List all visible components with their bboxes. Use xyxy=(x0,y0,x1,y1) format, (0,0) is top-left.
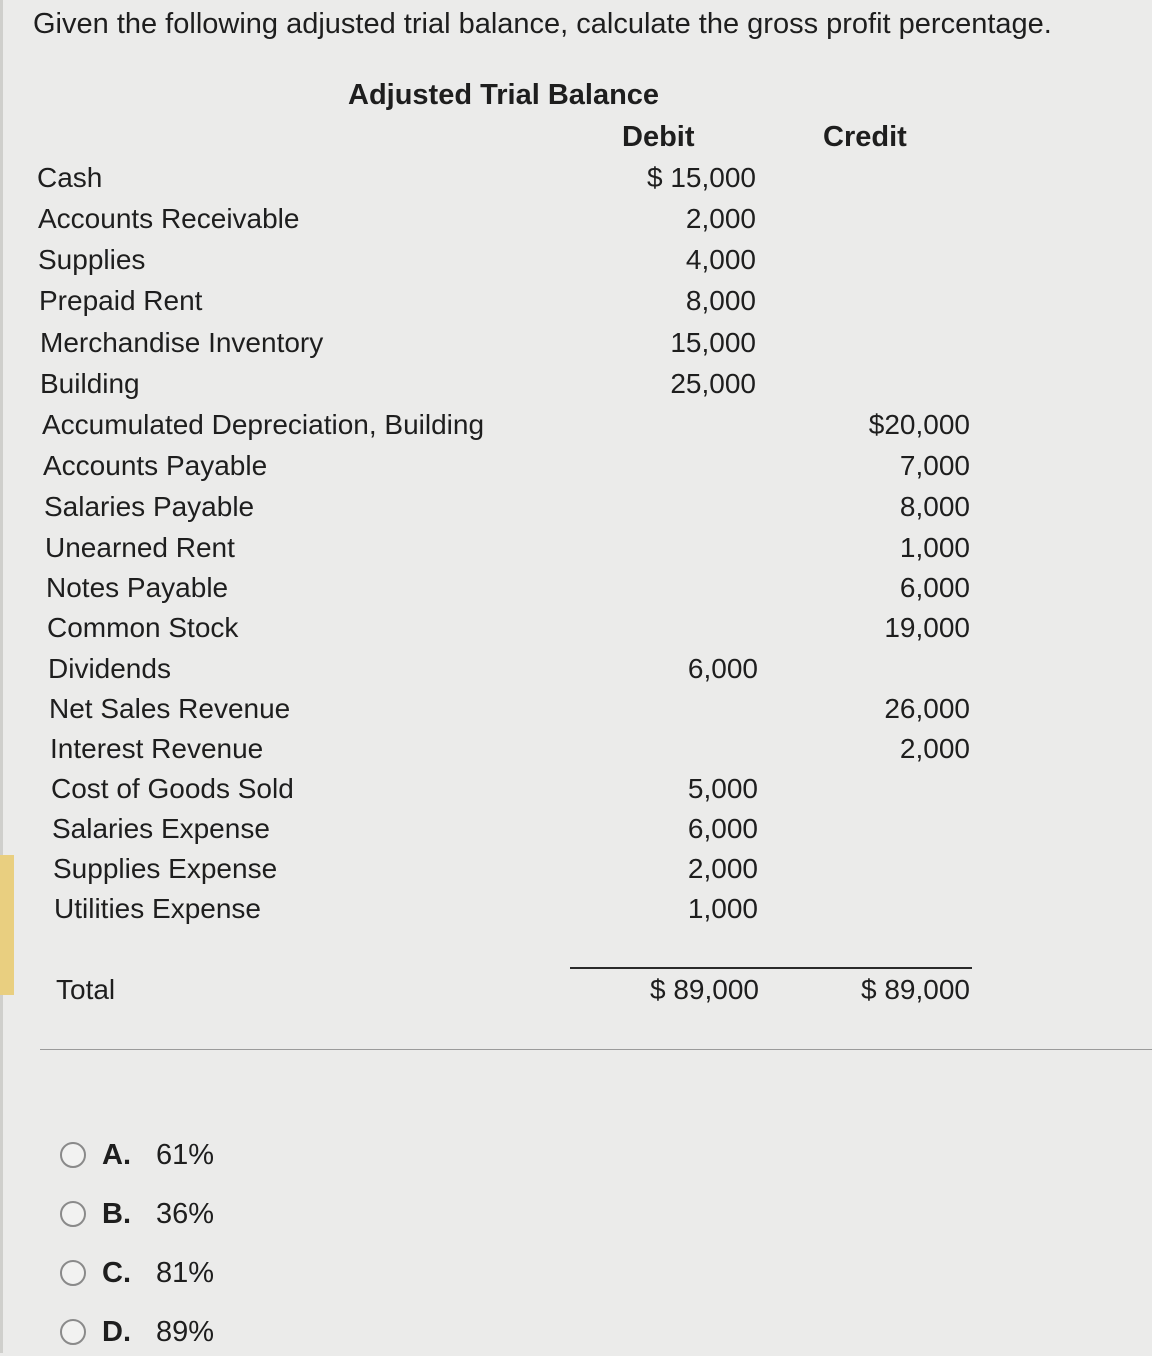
account-name: Merchandise Inventory xyxy=(40,327,324,358)
total-credit: $ 89,000 xyxy=(861,974,970,1005)
account-name: Dividends xyxy=(48,653,171,684)
table-row xyxy=(0,368,1152,408)
option-letter: A. xyxy=(102,1139,131,1171)
table-row xyxy=(0,853,1152,893)
credit-column-header: Credit xyxy=(823,121,907,153)
account-name: Accounts Receivable xyxy=(38,203,300,234)
account-name: Unearned Rent xyxy=(45,532,235,563)
account-name: Cost of Goods Sold xyxy=(51,773,294,804)
credit-amount: 1,000 xyxy=(899,532,970,563)
table-row xyxy=(0,653,1152,693)
table-row xyxy=(0,612,1152,652)
debit-column-header: Debit xyxy=(622,121,695,153)
account-name: Notes Payable xyxy=(46,572,229,603)
table-row xyxy=(0,450,1152,490)
total-label: Total xyxy=(56,974,116,1005)
credit-amount: 8,000 xyxy=(899,491,970,522)
total-debit: $ 89,000 xyxy=(650,974,759,1005)
account-name: Net Sales Revenue xyxy=(49,693,291,724)
account-name: Supplies Expense xyxy=(53,853,278,884)
radio-button-icon[interactable] xyxy=(60,1260,86,1286)
account-name: Common Stock xyxy=(47,612,239,643)
debit-amount: 6,000 xyxy=(687,813,758,844)
option-value: 36% xyxy=(156,1198,215,1230)
debit-amount: 2,000 xyxy=(687,853,758,884)
table-row xyxy=(0,813,1152,853)
credit-amount: 26,000 xyxy=(884,693,970,724)
table-row xyxy=(0,203,1152,243)
credit-amount: 6,000 xyxy=(899,572,970,603)
trial-balance-title: Adjusted Trial Balance xyxy=(348,79,660,111)
account-name: Interest Revenue xyxy=(50,733,264,764)
account-name: Supplies xyxy=(38,244,146,275)
radio-button-icon[interactable] xyxy=(60,1319,86,1345)
account-name: Salaries Payable xyxy=(44,491,255,522)
account-name: Cash xyxy=(37,162,103,193)
account-name: Utilities Expense xyxy=(54,893,261,924)
table-row xyxy=(0,532,1152,572)
question-text: Given the following adjusted trial balance, calculate the gross profit percentage. xyxy=(33,8,1052,40)
debit-amount: 25,000 xyxy=(670,368,756,399)
debit-amount: 15,000 xyxy=(670,327,756,358)
table-row xyxy=(0,244,1152,284)
table-row xyxy=(0,491,1152,531)
total-row xyxy=(0,974,1152,1014)
account-name: Salaries Expense xyxy=(52,813,270,844)
option-letter: D. xyxy=(102,1316,131,1348)
credit-amount: 19,000 xyxy=(884,612,970,643)
option-value: 61% xyxy=(156,1139,215,1171)
debit-amount: 5,000 xyxy=(687,773,758,804)
table-row xyxy=(0,733,1152,773)
table-row xyxy=(0,409,1152,449)
debit-amount: 2,000 xyxy=(685,203,756,234)
radio-button-icon[interactable] xyxy=(60,1201,86,1227)
debit-amount: $ 15,000 xyxy=(647,162,756,193)
table-row xyxy=(0,693,1152,733)
account-name: Accounts Payable xyxy=(43,450,268,481)
credit-amount: 2,000 xyxy=(899,733,970,764)
option-value: 89% xyxy=(156,1316,215,1348)
table-row xyxy=(0,327,1152,367)
debit-amount: 6,000 xyxy=(687,653,758,684)
total-underline xyxy=(570,967,972,969)
table-row xyxy=(0,162,1152,202)
table-row xyxy=(0,893,1152,933)
account-name: Accumulated Depreciation, Building xyxy=(42,409,485,440)
table-row xyxy=(0,285,1152,325)
table-row xyxy=(0,773,1152,813)
radio-button-icon[interactable] xyxy=(60,1142,86,1168)
option-letter: C. xyxy=(102,1257,131,1289)
credit-amount: 7,000 xyxy=(899,450,970,481)
table-row xyxy=(0,572,1152,612)
account-name: Prepaid Rent xyxy=(39,285,203,316)
debit-amount: 8,000 xyxy=(685,285,756,316)
debit-amount: 1,000 xyxy=(687,893,758,924)
option-value: 81% xyxy=(156,1257,215,1289)
section-divider xyxy=(40,1049,1152,1050)
account-name: Building xyxy=(40,368,140,399)
debit-amount: 4,000 xyxy=(685,244,756,275)
option-letter: B. xyxy=(102,1198,131,1230)
credit-amount: $20,000 xyxy=(868,409,970,440)
